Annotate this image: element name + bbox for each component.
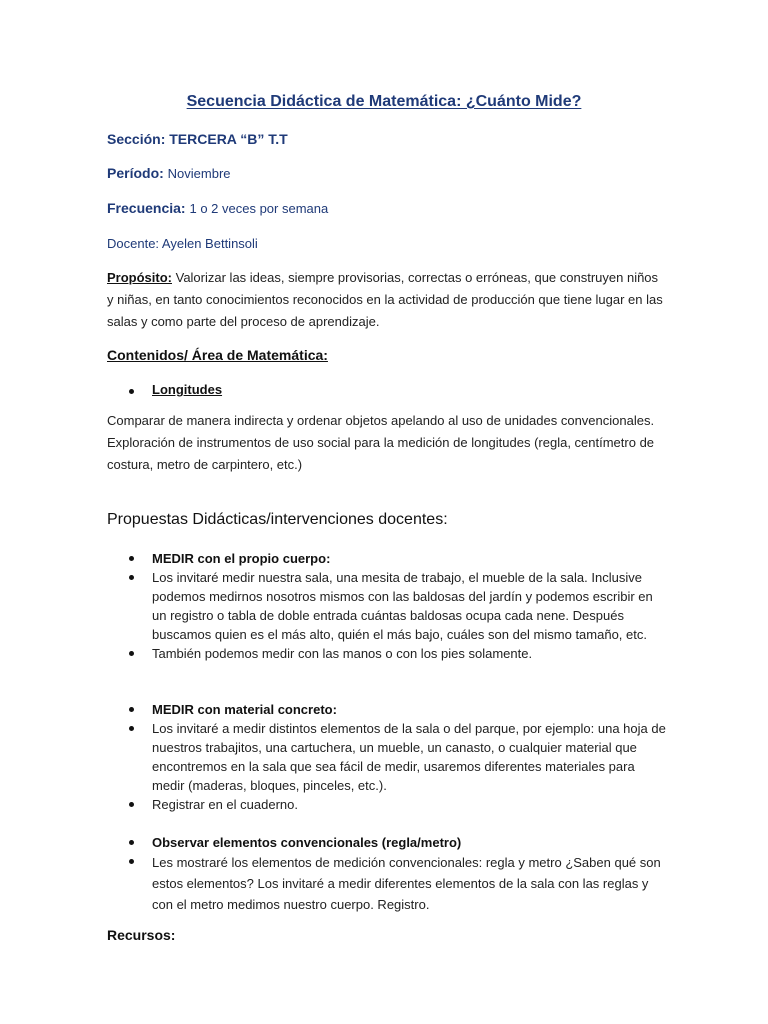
frecuencia-value: 1 o 2 veces por semana [189, 201, 329, 216]
contenidos-paragraph: Comparar de manera indirecta y ordenar objetos apelando al uso de unidades convencionales. Exploración de instrumentos de uso social para la medición de longitudes (regla, centímetro de costura, metro de carpintero, etc.) [107, 413, 655, 472]
propuestas-heading: Propuestas Didácticas/intervenciones docentes: [107, 511, 448, 528]
item-text: Los invitaré a medir distintos elementos de la sala o del parque, por ejemplo: una hoja de nuestros trabajitos, una cartuchera, un mueble, un canasto, o cualquier material que encontremos en la sala que sea fácil de medir, usaremos diferentes materiales para medir (maderas, bloques, pinceles, etc.). [152, 721, 666, 793]
periodo-value: Noviembre [167, 166, 231, 181]
proposito-paragraph [107, 267, 667, 333]
item-text: Les mostraré los elementos de medición convencionales: regla y metro ¿Saben qué son estos elementos? Los invitaré a medir diferentes elementos de la sala con las reglas y con el metro medimos nuestro cuerpo. Registro. [152, 855, 661, 912]
proposito-label: Propósito: [107, 270, 172, 285]
propuesta-group-3 [129, 833, 669, 915]
list-item [129, 719, 669, 795]
list-item [129, 549, 669, 568]
bullet-dot-icon [129, 556, 134, 561]
seccion-value: TERCERA “B” T.T [169, 131, 288, 147]
list-item [129, 568, 669, 644]
propuesta-group-2 [129, 700, 669, 814]
bullet-dot-icon [129, 651, 134, 656]
periodo-line [107, 165, 231, 181]
list-item [129, 852, 669, 915]
docente-text: Docente: Ayelen Bettinsoli [107, 236, 258, 251]
group-heading: MEDIR con material concreto: [152, 702, 337, 717]
bullet-dot-icon [129, 575, 134, 580]
document-title: Secuencia Didáctica de Matemática: ¿Cuánto Mide? [186, 93, 582, 110]
longitudes-label: Longitudes [152, 382, 223, 397]
list-item [129, 644, 669, 663]
bullet-dot-icon [129, 859, 134, 864]
propuesta-group-1 [129, 549, 669, 663]
group-heading: MEDIR con el propio cuerpo: [152, 551, 331, 566]
item-text: Registrar en el cuaderno. [152, 797, 298, 812]
group-heading: Observar elementos convencionales (regla/metro) [152, 835, 462, 850]
frecuencia-label: Frecuencia: [107, 200, 186, 216]
item-text: Los invitaré medir nuestra sala, una mesita de trabajo, el mueble de la sala. Inclusive podemos medirnos nosotros mismos con las baldosas del jardín y podemos escribir en un registro o tabla de doble entrada cuántas baldosas ocupa cada nene. Después buscamos quien es el más alto, quién el más bajo, cuáles son del mismo tamaño, etc. [152, 570, 653, 642]
contenidos-heading: Contenidos/ Área de Matemática: [107, 347, 328, 363]
seccion-label: Sección: [107, 131, 166, 147]
list-item [129, 833, 669, 852]
list-item [129, 700, 669, 719]
item-text: También podemos medir con las manos o con los pies solamente. [152, 646, 533, 661]
recursos-heading: Recursos: [107, 927, 176, 943]
docente-line [107, 235, 258, 251]
list-item [129, 795, 669, 814]
proposito-text: Valorizar las ideas, siempre provisorias, correctas o erróneas, que construyen niños y niñas, en tanto conocimientos reconocidos en la actividad de producción que tiene lugar en las salas y como parte del proceso de aprendizaje. [107, 270, 663, 329]
frecuencia-line [107, 200, 328, 216]
bullet-dot-icon [129, 707, 134, 712]
periodo-label: Período: [107, 165, 164, 181]
bullet-dot-icon [129, 389, 134, 394]
bullet-dot-icon [129, 840, 134, 845]
seccion-line [107, 131, 288, 147]
bullet-dot-icon [129, 726, 134, 731]
bullet-dot-icon [129, 802, 134, 807]
